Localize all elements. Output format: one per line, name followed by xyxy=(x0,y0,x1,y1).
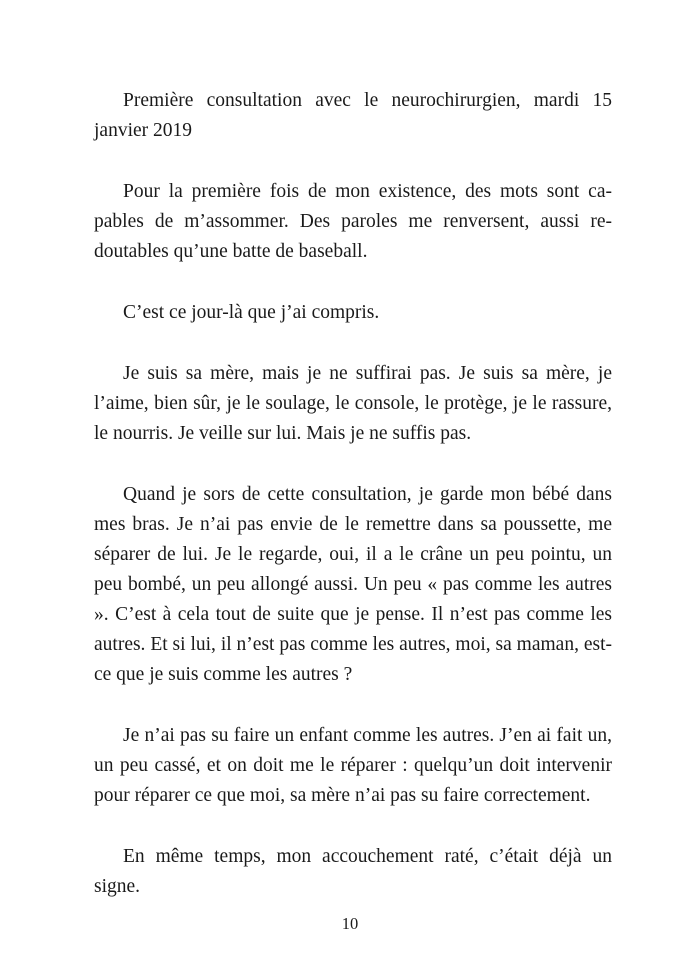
paragraph-not-enough: Je suis sa mère, mais je ne suffirai pas. Je suis sa mère, je l’aime, bien sûr, je le soulage, le console, le protège, je le rassure, le nourris. Je veille sur lui. Mais je ne suffis pas. xyxy=(94,363,612,444)
paragraph-understood: C’est ce jour-là que j’ai compris. xyxy=(123,302,380,323)
paragraph-delivery-sign: En même temps, mon accouchement raté, c’était déjà un signe. xyxy=(94,846,612,897)
paragraph-broken-child: Je n’ai pas su faire un enfant comme les autres. J’en ai fait un, un peu cassé, et on doit me le réparer : quelqu’un doit intervenir pour réparer ce que moi, sa mère n’ai pas su faire correctement. xyxy=(94,725,612,806)
paragraph-consultation-date: Première consultation avec le neurochirurgien, mardi 15 janvier 2019 xyxy=(94,90,612,141)
paragraph-words-stun: Pour la première fois de mon existence, des mots sont capables de m’assommer. Des paroles me renversent, aussi redoutables qu’une batte de baseball. xyxy=(94,181,612,262)
paragraph-leaving-consultation: Quand je sors de cette consultation, je garde mon bébé dans mes bras. Je n’ai pas envie de le remettre dans sa poussette, me séparer de lui. Je le regarde, oui, il a le crâne un peu pointu, un peu bombé, un peu allongé aussi. Un peu « pas comme les autres ». C’est à cela tout de suite que je pense. Il n’est pas comme les autres. Et si lui, il n’est pas comme les autres, moi, sa maman, est-ce que je suis comme les autres ? xyxy=(94,484,612,685)
page-body xyxy=(94,86,612,933)
page-number: 10 xyxy=(341,914,359,933)
